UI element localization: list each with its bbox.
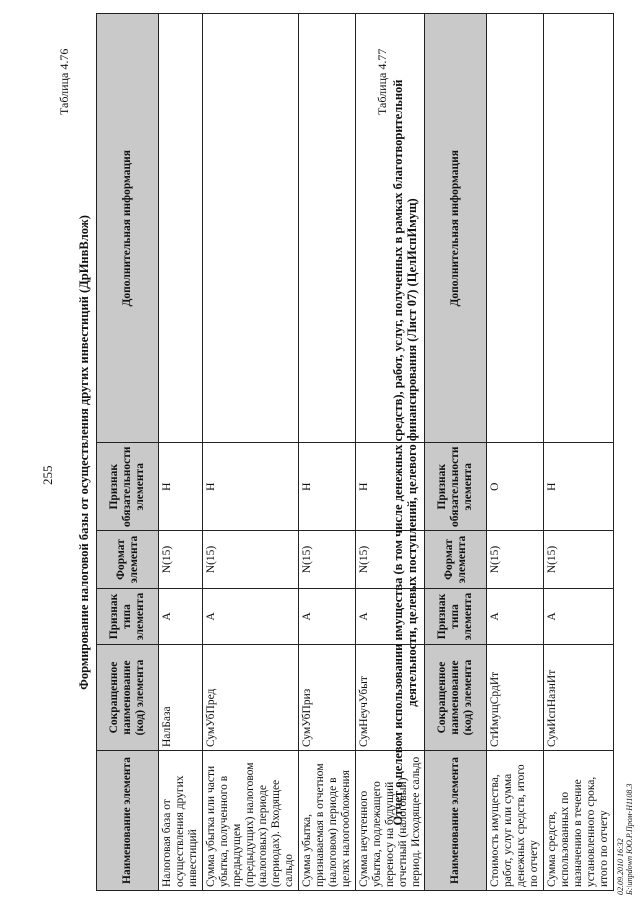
table-cell — [203, 14, 299, 443]
table-cell: Н — [356, 443, 426, 531]
table1-header-cell: Признак типа элемента — [97, 589, 159, 645]
table-cell — [544, 14, 614, 443]
table2-header-cell: Формат элемента — [425, 531, 487, 589]
table-cell: Н — [544, 443, 614, 531]
table1 — [96, 13, 426, 891]
table-cell: Стоимость имущества, работ, услуг или сумма денежных средств, итого по отчету — [487, 751, 544, 891]
table-cell: СумУбПриз — [299, 645, 356, 751]
table-cell: А — [356, 589, 426, 645]
table-cell: N(15) — [299, 531, 356, 589]
table-cell: N(15) — [159, 531, 203, 589]
table-cell: А — [203, 589, 299, 645]
table-cell: А — [159, 589, 203, 645]
table2 — [424, 13, 614, 891]
table-cell: СумИспНазнИт — [544, 645, 614, 751]
table2-header-cell: Признак типа элемента — [425, 589, 487, 645]
table-cell: Налоговая база от осуществления других инвестиций — [159, 751, 203, 891]
table-cell: N(15) — [487, 531, 544, 589]
table-cell: N(15) — [356, 531, 426, 589]
table2-header-cell: Дополнительная информация — [425, 14, 487, 443]
table-cell: Н — [299, 443, 356, 531]
table-row — [203, 14, 299, 891]
footer-note — [616, 784, 634, 895]
table-cell: А — [487, 589, 544, 645]
table-cell — [487, 14, 544, 443]
table-cell: А — [299, 589, 356, 645]
table1-caption: Таблица 4.76 — [57, 48, 71, 115]
table-cell: N(15) — [203, 531, 299, 589]
table2-header-cell: Признак обязательности элемента — [425, 443, 487, 531]
table-cell — [299, 14, 356, 443]
page-number: 255 — [40, 465, 55, 485]
table2-header-row — [425, 14, 487, 891]
table-cell: Сумма средств, использованных по назначению в течение установленного срока, итого по отчету — [544, 751, 614, 891]
table-cell — [159, 14, 203, 443]
table2-header-cell: Сокращенное наименование (код) элемента — [425, 645, 487, 751]
table-cell: Сумма неучтенного убытка, подлежащего переносу на будущий отчетный (налоговый) период. Исходящее сальдо — [356, 751, 426, 891]
table1-header-cell: Дополнительная информация — [97, 14, 159, 443]
table-row — [487, 14, 544, 891]
footer-line: Б:\unpdown ЮО.Р.Пром-Н1108.3 — [625, 783, 634, 895]
table-cell: Н — [203, 443, 299, 531]
table-cell: СтИмущСрдИт — [487, 645, 544, 751]
footer-line: 02.09.2010 16:32 — [616, 838, 625, 895]
table1-header-cell: Признак обязательности элемента — [97, 443, 159, 531]
table1-title: Формирование налоговой базы от осуществления других инвестиций (ДрИнвВлож) — [77, 215, 91, 690]
table2-title: Отчет о целевом использовании имущества (в том числе денежных средств), работ, услуг, полученных в рамках благотворительной деятельности, целевых поступлений, целевого финансирования (Лист 07) (ЦелИспИмущ) — [391, 79, 419, 826]
table-cell: СумНеучУбыт — [356, 645, 426, 751]
table-cell: N(15) — [544, 531, 614, 589]
table-row — [159, 14, 203, 891]
table-cell: Сумма убытка, признаваемая в отчетном (налоговом) периоде в целях налогообложения — [299, 751, 356, 891]
table1-header-cell: Сокращенное наименование (код) элемента — [97, 645, 159, 751]
table-cell: НалБаза — [159, 645, 203, 751]
table-row — [299, 14, 356, 891]
table-cell: Н — [159, 443, 203, 531]
table-cell: О — [487, 443, 544, 531]
table-cell: А — [544, 589, 614, 645]
table2-header-cell: Наименование элемента — [425, 751, 487, 891]
table2-caption: Таблица 4.77 — [375, 48, 389, 115]
table-cell: СумУбПред — [203, 645, 299, 751]
table1-header-cell: Формат элемента — [97, 531, 159, 589]
table1-header-row — [97, 14, 159, 891]
table-cell: Сумма убытка или части убытка, полученного в предыдущем (предыдущих) налоговом (налоговых) периоде (периодах). Входящее сальдо — [203, 751, 299, 891]
table-row — [544, 14, 614, 891]
table1-header-cell: Наименование элемента — [97, 751, 159, 891]
